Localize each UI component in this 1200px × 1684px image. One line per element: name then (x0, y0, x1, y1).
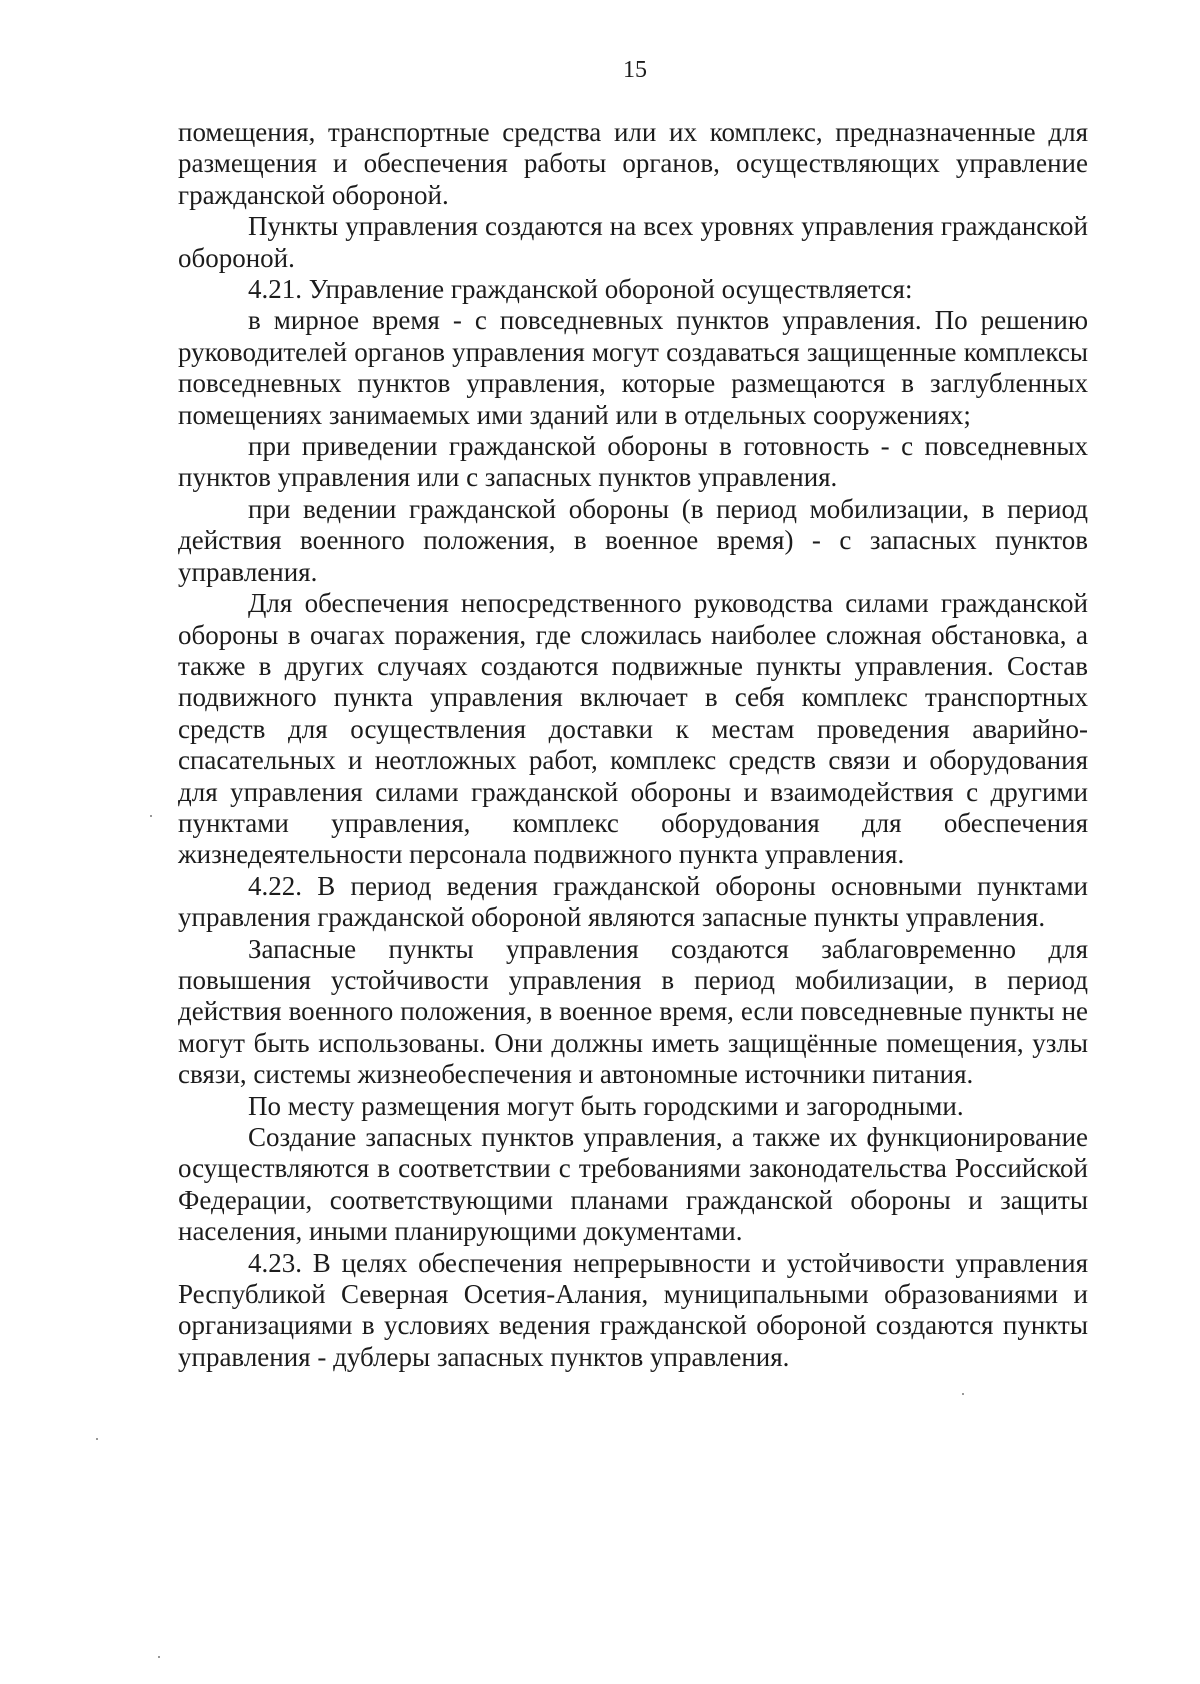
paragraph-location: По месту размещения могут быть городскими и загородными. (248, 1090, 964, 1121)
page-number: 15 (623, 57, 647, 83)
paragraph-readiness: при приведении гражданской обороны в готовность - с повседневных пунктов управления или с запасных пунктов управления. (178, 431, 1088, 493)
paragraph-4-21: 4.21. Управление гражданской обороной осуществляется: (248, 274, 913, 305)
document-body (178, 117, 1088, 1373)
paragraph-conduct: при ведении гражданской обороны (в период мобилизации, в период действия военного положения, в военное время) - с запасных пунктов управления. (178, 493, 1088, 587)
paragraph-reserve-points: Запасные пункты управления создаются заблаговременно для повышения устойчивости управления в период мобилизации, в период действия военного положения, в военное время, если повседневные пункты не могут быть использованы. Они должны иметь защищённые помещения, узлы связи, системы жизнеобеспечения и автономные источники питания. (178, 933, 1088, 1090)
paragraph-4-22: 4.22. В период ведения гражданской обороны основными пунктами управления гражданской обороной являются запасные пункты управления. (178, 870, 1088, 933)
paragraph-control-points: Пункты управления создаются на всех уровнях управления гражданской обороной. (178, 211, 1088, 273)
paragraph-mobile-points: Для обеспечения непосредственного руководства силами гражданской обороны в очагах поражения, где сложилась наиболее сложная обстановка, а также в других случаях создаются подвижные пункты управления. Состав подвижного пункта управления включает в себя комплекс транспортных средств для осуществления доставки к местам проведения аварийно-спасательных и неотложных работ, комплекс средств связи и оборудования для управления силами гражданской обороны и взаимодействия с другими пунктами управления, комплекс оборудования для обеспечения жизнедеятельности персонала подвижного пункта управления. (178, 588, 1088, 870)
paragraph-peacetime: в мирное время - с повседневных пунктов управления. По решению руководителей органов управления могут создаваться защищенные комплексы повседневных пунктов управления, которые размещаются в заглубленных помещениях занимаемых ими зданий или в отдельных сооружениях; (178, 305, 1088, 430)
paragraph-4-23: 4.23. В целях обеспечения непрерывности и устойчивости управления Республикой Северная Осетия-Алания, муниципальными образованиями и организациями в условиях ведения гражданской обороной создаются пункты управления - дублеры запасных пунктов управления. (178, 1247, 1088, 1372)
paragraph-creation: Создание запасных пунктов управления, а также их функционирование осуществляются в соответствии с требованиями законодательства Российской Федерации, соответствующими планами гражданской обороны и защиты населения, иными планирующими документами. (178, 1122, 1088, 1247)
scan-speck (96, 1438, 98, 1440)
scan-speck (962, 1393, 964, 1395)
scan-speck (150, 815, 152, 817)
paragraph-continuation: помещения, транспортные средства или их комплекс, предназначенные для размещения и обеспечения работы органов, осуществляющих управление гражданской обороной. (178, 117, 1088, 210)
scan-speck (158, 1656, 160, 1658)
